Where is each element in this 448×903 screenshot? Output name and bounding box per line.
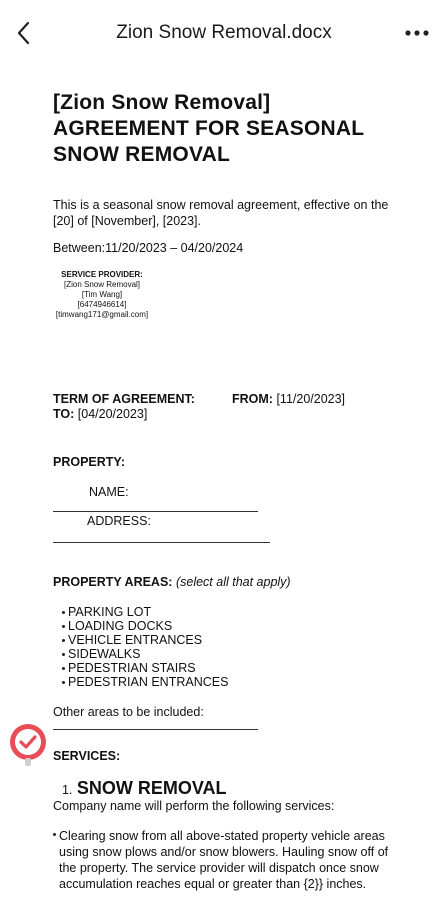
bullet-1-line-3: the property. The service provider will dispatch once snow	[59, 861, 379, 875]
area-item[interactable]: VEHICLE ENTRANCES	[62, 632, 228, 648]
area-item[interactable]: PARKING LOT	[62, 604, 228, 620]
area-item[interactable]: SIDEWALKS	[62, 646, 228, 662]
heading-line-2: AGREEMENT FOR SEASONAL	[53, 117, 365, 140]
term-from	[232, 391, 345, 407]
intro-paragraph	[53, 197, 413, 229]
document-heading	[53, 90, 413, 168]
term-from-label: FROM:	[232, 392, 273, 406]
term-to-value: [04/20/2023]	[77, 407, 148, 421]
service-provider-block	[54, 270, 150, 320]
property-areas-list	[62, 604, 228, 690]
property-address-line[interactable]	[53, 542, 270, 543]
property-areas-label: PROPERTY AREAS:	[53, 575, 173, 589]
service-item-heading	[62, 778, 227, 799]
checkbox-icon[interactable]	[62, 625, 65, 628]
area-item[interactable]: PEDESTRIAN STAIRS	[62, 660, 228, 676]
service-intro: Company name will perform the following services:	[53, 799, 335, 813]
checkbox-icon[interactable]	[62, 681, 65, 684]
document-title: Zion Snow Removal.docx	[116, 22, 332, 43]
chevron-left-icon[interactable]	[12, 20, 38, 46]
property-address-label: ADDRESS:	[87, 514, 151, 528]
checkbox-icon[interactable]	[62, 639, 65, 642]
checkbox-icon[interactable]	[62, 667, 65, 670]
checkbox-icon[interactable]	[62, 611, 65, 614]
property-name-label: NAME:	[89, 485, 129, 499]
service-item-number: 1.	[62, 783, 73, 797]
bullet-dot	[53, 833, 56, 836]
intro-line-1: This is a seasonal snow removal agreement, effective on the	[53, 198, 389, 212]
area-item[interactable]: LOADING DOCKS	[62, 618, 228, 634]
term-to-label: TO:	[53, 407, 75, 421]
top-bar	[0, 0, 448, 63]
property-label: PROPERTY:	[53, 455, 125, 469]
property-areas-heading	[53, 574, 291, 590]
between-dates: Between:11/20/2023 – 04/20/2024	[53, 241, 244, 255]
area-item[interactable]: PEDESTRIAN ENTRANCES	[62, 674, 228, 690]
provider-person: [Tim Wang]	[81, 290, 123, 299]
document-page[interactable]	[0, 62, 448, 903]
bullet-1-line-1: Clearing snow from all above-stated property vehicle areas	[59, 829, 385, 843]
bullet-1-line-4: accumulation reaches equal or greater than {2}} inches.	[59, 877, 367, 891]
heading-line-1: [Zion Snow Removal]	[53, 91, 271, 114]
service-bullet-1	[53, 828, 413, 892]
other-areas-label: Other areas to be included:	[53, 705, 204, 719]
other-areas-line[interactable]	[53, 729, 258, 730]
provider-phone: [6474946614]	[77, 300, 127, 309]
term-from-value: [11/20/2023]	[276, 392, 346, 406]
provider-label: SERVICE PROVIDER:	[61, 270, 143, 279]
intro-line-2: [20] of [November], [2023].	[53, 214, 201, 228]
term-label: TERM OF AGREEMENT:	[53, 392, 195, 406]
property-name-line[interactable]	[53, 511, 258, 512]
property-areas-hint: (select all that apply)	[175, 575, 291, 589]
service-item-title: SNOW REMOVAL	[76, 778, 227, 798]
provider-email: [timwang171@gmail.com]	[55, 310, 149, 319]
checkbox-icon[interactable]	[62, 653, 65, 656]
more-horizontal-icon[interactable]	[404, 26, 430, 40]
checkmark-badge-icon	[8, 722, 48, 768]
term-to	[53, 406, 147, 422]
services-label: SERVICES:	[53, 749, 121, 763]
heading-line-3: SNOW REMOVAL	[53, 143, 231, 166]
bullet-1-line-2: using snow plows and/or snow blowers. Hauling snow off of	[59, 845, 389, 859]
provider-name: [Zion Snow Removal]	[63, 280, 141, 289]
